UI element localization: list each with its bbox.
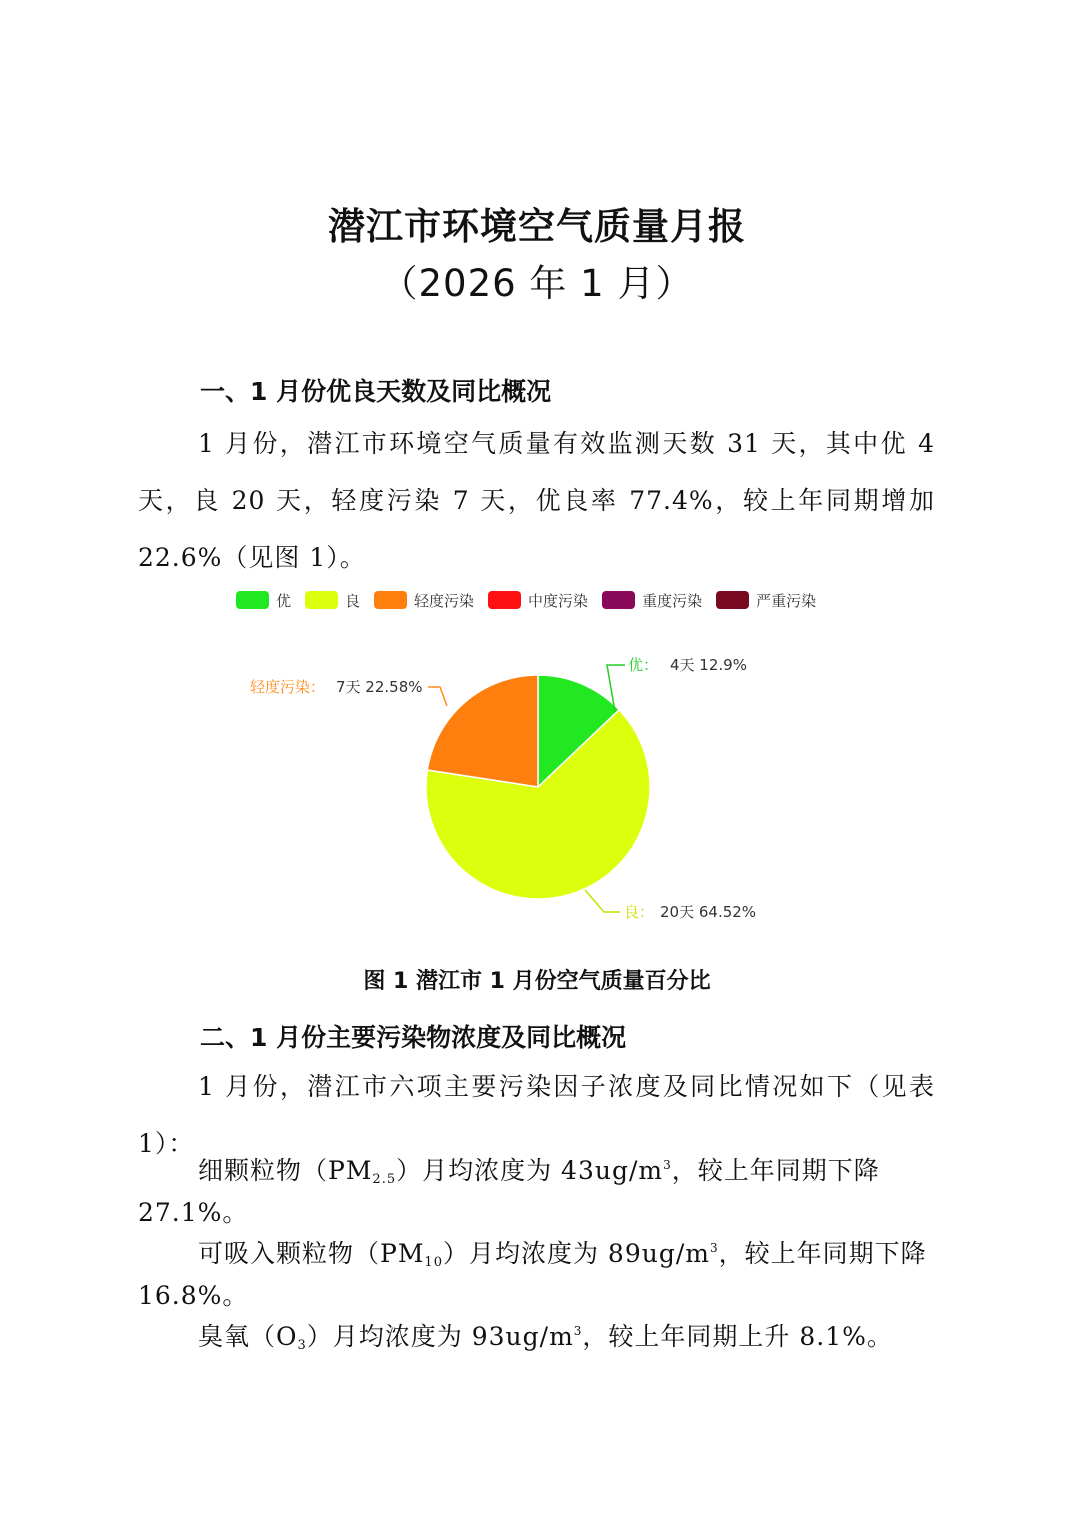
section2-intro: 1 月份，潜江市六项主要污染因子浓度及同比情况如下（见表 1）： [138, 1072, 935, 1158]
legend-label: 轻度污染 [414, 591, 475, 610]
leader-line-good [585, 890, 620, 912]
leader-line-light-pollution [428, 687, 447, 706]
slice-label-light-pollution-value: 7天 22.58% [336, 678, 423, 696]
pm10-text-a: 可吸入颗粒物（PM [198, 1239, 425, 1268]
o3-unit-sup: 3 [573, 1324, 583, 1338]
chart-legend [236, 588, 830, 612]
report-title: 潜江市环境空气质量月报 [328, 205, 746, 248]
pm25-text-a: 细颗粒物（PM [198, 1156, 373, 1185]
legend-item-heavy-pollution[interactable] [602, 590, 702, 611]
pm25-subscript: 2.5 [372, 1172, 397, 1187]
report-subtitle: （2026 年 1 月） [380, 262, 694, 305]
legend-item-excellent[interactable] [236, 590, 291, 611]
legend-item-good[interactable] [305, 590, 360, 611]
pm10-text-b: ）月均浓度为 89ug/m [442, 1239, 710, 1268]
section1-heading: 一、1 月份优良天数及同比概况 [200, 377, 552, 406]
legend-item-light-pollution[interactable] [374, 590, 474, 611]
pie-slice-light-pollution[interactable] [427, 675, 538, 787]
legend-label: 良 [345, 591, 361, 610]
slice-label-excellent-value: 4天 12.9% [670, 656, 747, 674]
legend-label: 严重污染 [756, 591, 817, 610]
pm25-continuation: 27.1%。 [138, 1198, 249, 1227]
legend-item-moderate-pollution[interactable] [488, 590, 588, 611]
pm10-text-c: ，较上年同期下降 [718, 1239, 927, 1268]
legend-label: 重度污染 [642, 591, 703, 610]
section1-paragraph: 1 月份，潜江市环境空气质量有效监测天数 31 天，其中优 4 天，良 20 天，轻度污染 7 天，优良率 77.4%，较上年同期增加 22.6%（见图 1）。 [138, 429, 935, 572]
pm10-unit-sup: 3 [709, 1241, 719, 1255]
pm10-line [138, 1233, 935, 1275]
o3-text-a: 臭氧（O [198, 1322, 298, 1351]
figure-caption: 图 1 潜江市 1 月份空气质量百分比 [363, 969, 711, 994]
legend-swatch [602, 591, 635, 609]
legend-label: 优 [276, 591, 292, 610]
pm10-subscript: 10 [424, 1255, 443, 1270]
pm25-text-b: ）月均浓度为 43ug/m [396, 1156, 664, 1185]
legend-swatch [236, 591, 269, 609]
air-quality-pie-chart [200, 620, 880, 940]
legend-label: 中度污染 [528, 591, 589, 610]
legend-swatch [716, 591, 749, 609]
o3-line [138, 1316, 935, 1358]
section2-heading: 二、1 月份主要污染物浓度及同比概况 [200, 1023, 627, 1052]
o3-subscript: 3 [297, 1338, 307, 1353]
legend-swatch [305, 591, 338, 609]
slice-label-good-value: 20天 64.52% [660, 903, 757, 921]
pm25-line [138, 1150, 935, 1192]
legend-item-severe-pollution[interactable] [716, 590, 816, 611]
slice-label-excellent-name: 优： [628, 656, 659, 674]
pm10-continuation: 16.8%。 [138, 1281, 249, 1310]
slice-label-good-name: 良： [624, 903, 655, 921]
slice-label-light-pollution-name: 轻度污染： [250, 678, 326, 696]
legend-swatch [488, 591, 521, 609]
o3-text-b: ）月均浓度为 93ug/m [306, 1322, 574, 1351]
pm25-text-c: ，较上年同期下降 [671, 1156, 880, 1185]
legend-swatch [374, 591, 407, 609]
pm25-unit-sup: 3 [663, 1158, 672, 1172]
o3-text-c: ，较上年同期上升 8.1%。 [582, 1322, 893, 1351]
